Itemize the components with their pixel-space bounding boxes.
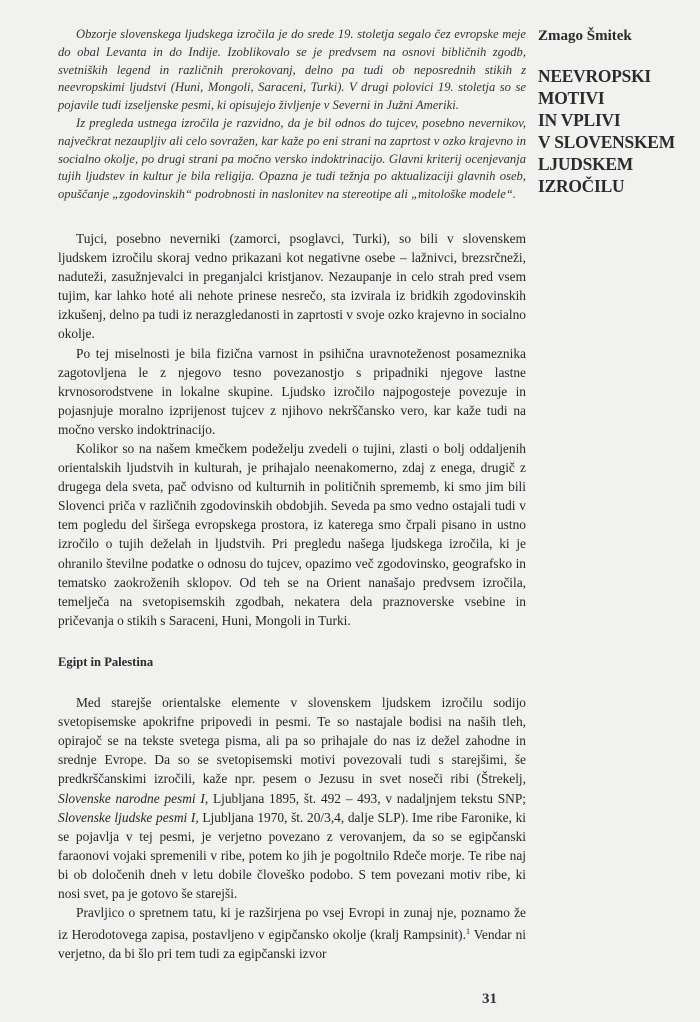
text-run: Med starejše orientalske elemente v slovenskem ljudskem izročilu sodijo svetopisemske apokrifne pripovedi in pesmi. Te so nastajale bodisi na naših tleh, opirajoč se na tekste svetega pisma, ali pa so prihajale do nas iz dežel zahodne in srednje Evrope. Da so se svetopisemski motivi povezovali tudi s starejšimi, še predkrščanskimi izročili, kaže npr. pesem o Jezusu in svet noseči ribi (Štrekelj, [58,695,526,787]
page-number: 31 [482,991,497,1007]
abstract [58,26,526,204]
body-paragraph: Po tej miselnosti je bila fizična varnost in psihična uravnoteženost posameznika zagotovljena le z njegovo tesno povezanostjo s pripadniki njegove lastne krvnosorodstvene in lokalne skupine. Ljudsko izročilo najpogosteje povezuje in pojasnjuje moralno izprijenost tujcev z njihovo nekrščansko vero, kar kaže tudi na močno versko indoktrinacijo. [58,345,526,437]
book-title: Slovenske narodne pesmi I, [58,790,209,806]
article-title [538,65,700,197]
abstract-paragraph: Iz pregleda ustnega izročila je razvidno, da je bil odnos do tujcev, posebno nevernikov, največkrat nezaupljiv ali celo sovražen, kar kaže po eni strani na zaprtost v ozko krajevno in socialno okolje, po drugi strani pa močno versko indoktrinacijo. Glavni kriterij ocenjevanja tujih ljudstev in kultur je bila religija. Opazna je tudi težnja po aktualizaciji glavnih oseb, opuščanje „zgodovinskih“ podrobnosti in naslonitev na stereotipe ali „mitološke modele“. [58,115,526,202]
title-line: IN VPLIVI [538,110,621,130]
title-line: V SLOVENSKEM [538,132,675,152]
body-paragraph [58,693,526,903]
body-paragraph: Tujci, posebno neverniki (zamorci, psoglavci, Turki), so bili v slovenskem ljudskem izročilu skoraj vedno prikazani kot negativne osebe – lažnivci, brezsrčneži, naduteži, zasužnjevalci in preganjalci kristjanov. Nezaupanje in celo strah pred vsem tujim, kar lahko hoté ali nehote prinese nesrečo, sta izvirala iz bridkih zgodovinskih izkušenj, delno pa tudi iz nerazgledanosti in zaprtosti v svoje ozko krajevno in socialno okolje. [58,230,526,342]
footnote-mark[interactable]: 1 [465,927,470,937]
article-body [58,229,526,963]
title-line: NEEVROPSKI [538,66,651,86]
text-run: Ljubljana 1895, št. 492 – 493, v nadaljnjem tekstu SNP; [208,790,527,806]
book-title: Slovenske ljudske pesmi I, [58,809,199,825]
section-heading: Egipt in Palestina [58,654,154,669]
side-column [538,28,700,197]
text-run: Pravljico o spretnem tatu, ki je razširjena po vsej Evropi in zunaj nje, poznamo že iz Herodotovega zapisa, postavljeno v egipčansko okolje (kralj Rampsinit). [58,905,526,943]
text-run: Ljubljana 1970, št. 20/3,4, dalje SLP). Ime ribe Faronike, ki se pojavlja v tej pesmi, je verjetno povezano z verovanjem, da so se egipčanski faraonovi vojaki spremenili v ribe, potem ko jih je pogoltnilo Rdeče morje. Te ribe naj bi ob določenih dneh v letu dobile človeško podobo. S tem povezani motiv ribe, ki nosi svet, pa je gotovo še starejši. [58,809,526,901]
title-line: LJUDSKEM [538,154,634,174]
abstract-paragraph: Obzorje slovenskega ljudskega izročila je do srede 19. stoletja segalo čez evropske meje do obal Levanta in do Indije. Izoblikovalo se je predvsem na osnovi bibličnih zgodb, svetniških legend in različnih prerokovanj, delno pa tudi ob neposrednih stikih z neevropskimi ljudstvi (Huni, Mongoli, Saraceni, Turki). V drugi polovici 19. stoletja so se pojavile tudi izseljenske pesmi, ki opisujejo življenje v Severni in Južni Ameriki. [58,27,526,113]
body-paragraph [58,903,526,963]
title-line: IZROČILU [538,176,625,196]
title-line: MOTIVI [538,88,605,108]
main-column [58,26,526,963]
body-paragraph: Kolikor so na našem kmečkem podeželju zvedeli o tujini, zlasti o bolj oddaljenih orientalskih ljudstvih in kulturah, je prihajalo neenakomerno, zdaj z enega, drugič z drugega dela sveta, pač odvisno od kulturnih in političnih sprememb, ki smo jim bili Slovenci priča v različnih zgodovinskih obdobjih. Seveda pa smo vedno ostajali tudi v tem pogledu del širšega evropskega prostora, iz katerega smo črpali pisano in ustno izročilo o tujih deželah in ljudstvih. Pri pregledu našega ljudskega izročila, ki je ohranilo številne podatke o odnosu do tujcev, opazimo več zgodovinsko, geografsko in tematsko zaokroženih sklopov. Od teh se na Orient nanašajo predvsem izročila, temelječa na svetopisemskih zgodbah, nekatera dela praznoverske vsebine in pričevanja o stikih s Saraceni, Huni, Mongoli in Turki. [58,441,526,628]
text-run: Vendar ni verjetno, da bi šlo pri tem tudi za egipčanski izvor [58,927,526,962]
author-name: Zmago Šmitek [538,28,632,44]
